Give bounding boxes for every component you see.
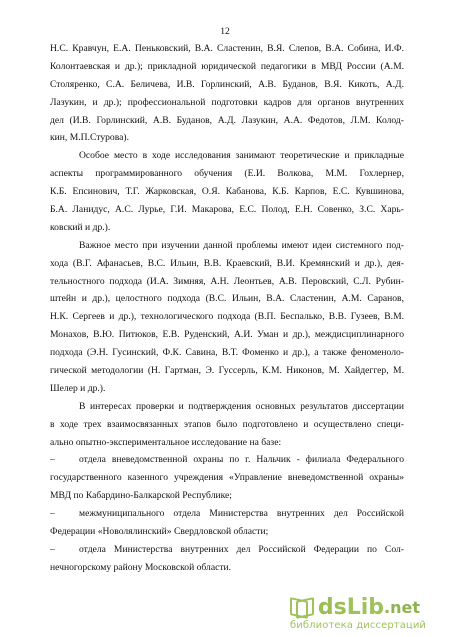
text-line: тельностного подхода (И.А. Зимняя, А.Н. Леонтьев, А.В. Перовский, С.Л. Рубин- xyxy=(50,275,404,287)
text-line: Федерации «Новолялинский» Свердловской области; xyxy=(50,526,269,538)
text-line: ковский и др.). xyxy=(50,221,111,233)
watermark-caption: библиотека диссертаций xyxy=(290,620,427,631)
text-line: хода (В.Г. Афанасьев, В.С. Ильин, В.В. Краевский, В.И. Кремянский и др.), дея- xyxy=(50,257,404,269)
text-line: аспекты программированного обучения (Е.И. Волкова, М.М. Гохлернер, xyxy=(50,168,404,180)
text-line: Колонтаевская и др.); прикладной юридической педагогики в МВД России (А.М. xyxy=(50,60,404,72)
list-item-first-line: – межмуниципального отдела Министерства внутренних дел Российской xyxy=(50,505,404,523)
dslib-watermark xyxy=(290,595,427,631)
document-body xyxy=(50,40,404,577)
paragraph-first-line: Особое место в ходе исследования занимают теоретические и прикладные xyxy=(79,150,404,162)
text-line: Столяренко, С.А. Беличева, И.В. Горлинский, А.В. Буданов, В.Я. Кикоть, А.Д. xyxy=(50,78,404,90)
text-line: в ходе трех взаимосвязанных этапов было подготовлено и осуществлено специ- xyxy=(50,418,404,430)
text-line: Н.С. Кравчун, Е.А. Пеньковский, В.А. Сластенин, В.Я. Слепов, В.А. Собина, И.Ф. xyxy=(50,43,404,54)
text-line: К.Б. Епсинович, Т.Г. Жарковская, О.Я. Кабанова, К.Б. Карпов, Е.С. Кувшинова, xyxy=(50,186,404,198)
text-line: кин, М.П.Стурова). xyxy=(50,132,129,144)
text-line: ально опытно-экспериментальное исследование на базе: xyxy=(50,436,282,448)
text-line: Лазукин, и др.); профессиональной подготовки кадров для органов внутренних xyxy=(50,96,404,108)
text-line: МВД по Кабардино-Балкарской Республике; xyxy=(50,490,232,502)
text-line: Н.К. Сергеев и др.), технологического подхода (В.П. Беспалько, В.В. Гузеев, В.М. xyxy=(50,311,404,323)
page-number: 12 xyxy=(220,26,230,37)
paragraph-first-line: Важное место при изучении данной проблемы имеют идеи системного под- xyxy=(79,239,404,251)
text-line: Б.А. Ланидус, А.С. Лурье, Г.И. Макарова, Е.С. Полод, Е.Н. Совенко, З.С. Харь- xyxy=(50,204,404,216)
text-line: нечногорскому району Московской области. xyxy=(50,561,232,573)
text-line: штейн и др.), целостного подхода (В.С. Ильин, В.А. Сластенин, А.М. Саранов, xyxy=(50,293,404,305)
text-line: дел (И.В. Горлинский, А.В. Буданов, А.Д. Лазукин, А.А. Федотов, Л.М. Колод- xyxy=(50,114,404,126)
text-line: государственного казенного учреждения «Управление вневедомственной охраны» xyxy=(50,472,404,484)
dslib-logo: ds Lib .net xyxy=(290,596,420,620)
list-item-first-line: – отдела Министерства внутренних дел Российской Федерации по Сол- xyxy=(50,541,404,559)
list-item-first-line: – отдела вневедомственной охраны по г. Нальчик - филиала Федерального xyxy=(50,451,404,469)
open-book-icon xyxy=(290,599,314,617)
text-line: Монахов, В.Ю. Питюков, Е.В. Руденский, А.И. Уман и др.), междисциплинарного xyxy=(50,329,404,341)
paragraph-first-line: В интересах проверки и подтверждения основных результатов диссертации xyxy=(79,400,404,412)
text-line: гической методологии (Н. Гартман, Э. Гуссерль, К.М. Никонов, М. Хайдеггер, М. xyxy=(50,365,404,377)
text-line: Шелер и др.). xyxy=(50,382,106,394)
text-line: подхода (Э.Н. Гусинский, Ф.К. Савина, В.Т. Фоменко и др.), а также феноменоло- xyxy=(50,347,404,359)
